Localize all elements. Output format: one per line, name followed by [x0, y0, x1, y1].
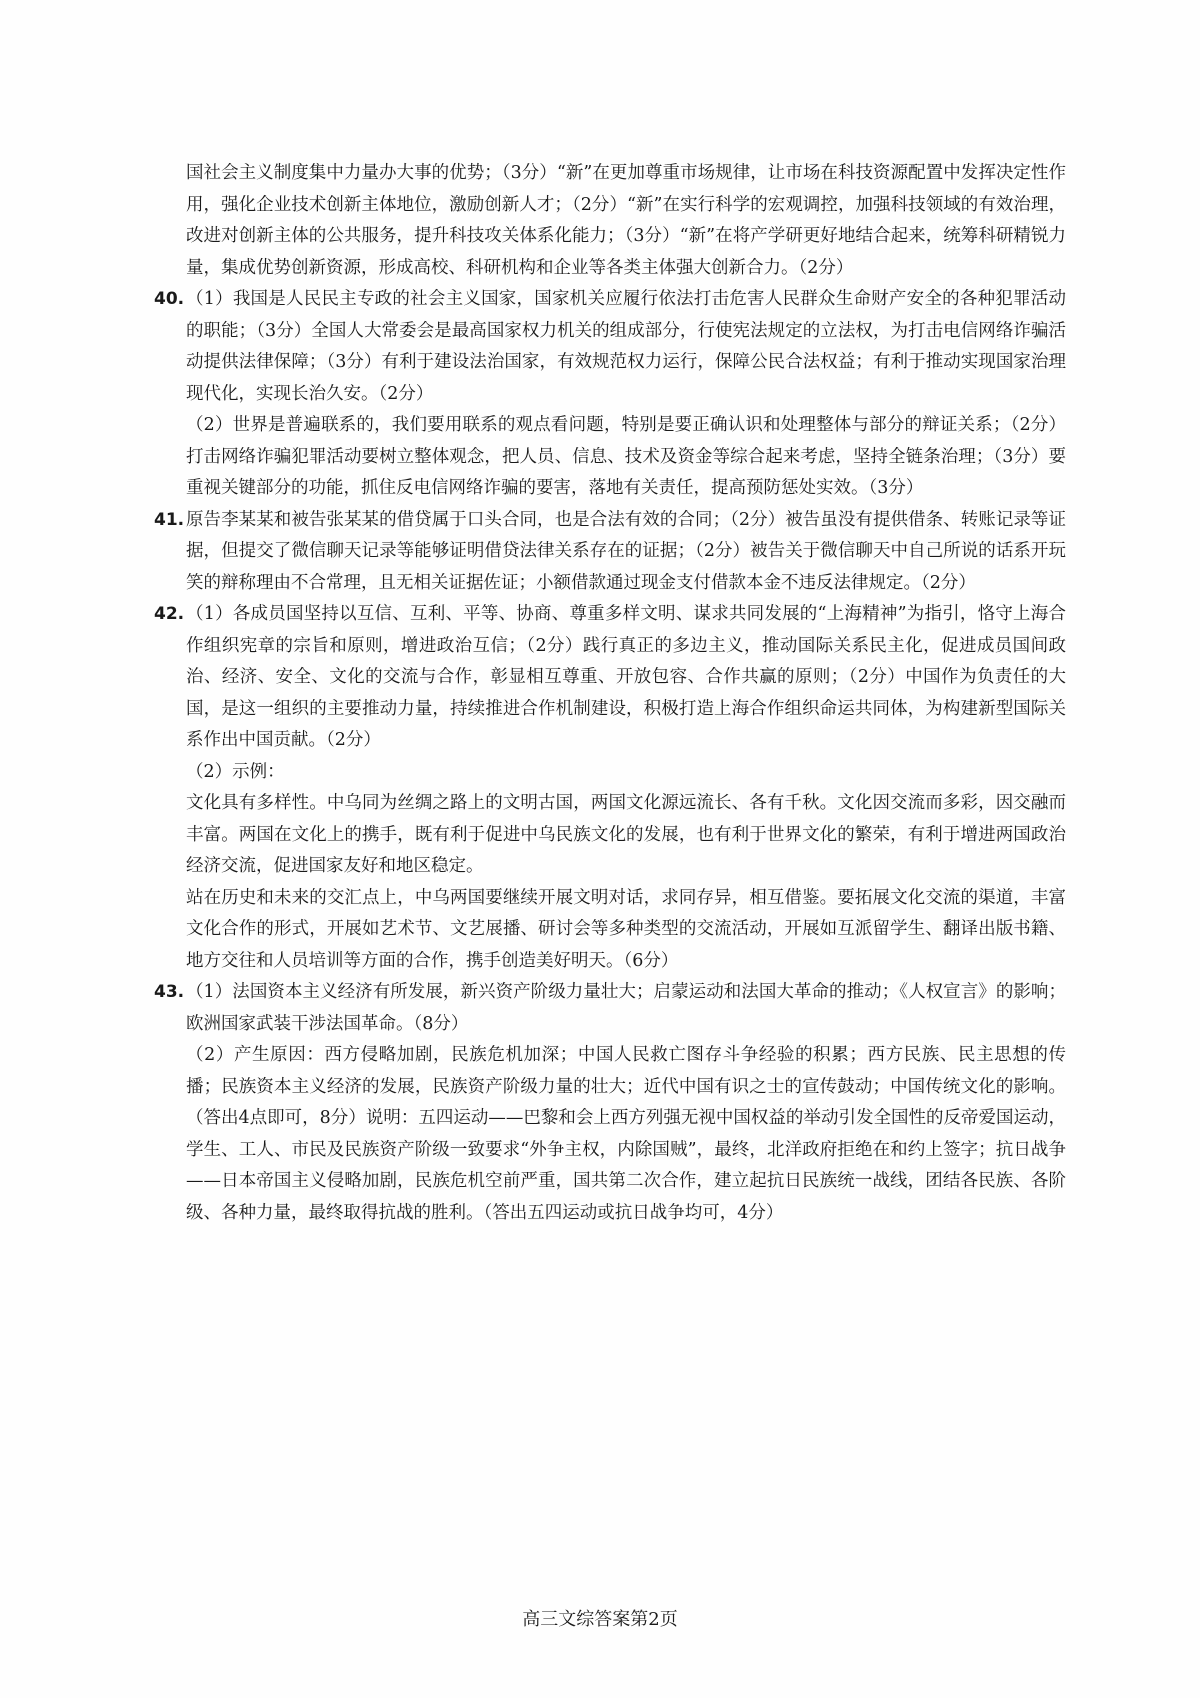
page-footer: 高三文综答案第2页: [522, 1609, 678, 1630]
answer-paragraph: 文化具有多样性。中乌同为丝绸之路上的文明古国，两国文化源远流长、各有千秋。文化因交流而多彩，因交融而丰富。两国在文化上的携手，既有利于促进中乌民族文化的发展，也有利于世界文化的繁荣，有利于增进两国政治经济交流，促进国家友好和地区稳定。: [186, 793, 1066, 876]
question-number: 42.: [154, 604, 185, 624]
answer-paragraph: （1）法国资本主义经济有所发展，新兴资产阶级力量壮大；启蒙运动和法国大革命的推动；《人权宣言》的影响；欧洲国家武装干涉法国革命。（8分）: [186, 982, 1066, 1034]
question-43: [154, 977, 1066, 1229]
question-number: 40.: [154, 289, 185, 309]
answer-paragraph: （2）世界是普遍联系的，我们要用联系的观点看问题，特别是要正确认识和处理整体与部分的辩证关系；（2分）打击网络诈骗犯罪活动要树立整体观念，把人员、信息、技术及资金等综合起来考虑，坚持全链条治理；（3分）要重视关键部分的功能，抓住反电信网络诈骗的要害，落地有关责任，提高预防惩处实效。（3分）: [186, 415, 1066, 498]
answer-paragraph: （2）产生原因：西方侵略加剧，民族危机加深；中国人民救亡图存斗争经验的积累；西方民族、民主思想的传播；民族资本主义经济的发展，民族资产阶级力量的壮大；近代中国有识之士的宣传鼓动；中国传统文化的影响。（答出4点即可，8分）说明：五四运动——巴黎和会上西方列强无视中国权益的举动引发全国性的反帝爱国运动，学生、工人、市民及民族资产阶级一致要求“外争主权，内除国贼”，最终，北洋政府拒绝在和约上签字；抗日战争——日本帝国主义侵略加剧，民族危机空前严重，国共第二次合作，建立起抗日民族统一战线，团结各民族、各阶级、各种力量，最终取得抗战的胜利。（答出五四运动或抗日战争均可，4分）: [186, 1045, 1066, 1223]
answer-paragraph: 原告李某某和被告张某某的借贷属于口头合同，也是合法有效的合同；（2分）被告虽没有提供借条、转账记录等证据，但提交了微信聊天记录等能够证明借贷法律关系存在的证据；（2分）被告关于微信聊天中自己所说的话系开玩笑的辩称理由不合常理，且无相关证据佐证；小额借款通过现金支付借款本金不违反法律规定。（2分）: [186, 509, 1066, 593]
question-41: [154, 505, 1066, 600]
answer-content: [154, 158, 1066, 1229]
answer-paragraph: （2）示例：: [186, 761, 285, 782]
question-number: 41.: [154, 509, 185, 530]
question-40: [154, 284, 1066, 505]
answer-paragraph: 站在历史和未来的交汇点上，中乌两国要继续开展文明对话，求同存异，相互借鉴。要拓展文化交流的渠道，丰富文化合作的形式，开展如艺术节、文艺展播、研讨会等多种类型的交流活动，开展如互派留学生、翻译出版书籍、地方交往和人员培训等方面的合作，携手创造美好明天。（6分）: [186, 887, 1066, 971]
answer-paragraph: （1）各成员国坚持以互信、互利、平等、协商、尊重多样文明、谋求共同发展的“上海精神”为指引，恪守上海合作组织宪章的宗旨和原则，增进政治互信；（2分）践行真正的多边主义，推动国际关系民主化，促进成员国间政治、经济、安全、文化的交流与合作，彰显相互尊重、开放包容、合作共赢的原则；（2分）中国作为负责任的大国，是这一组织的主要推动力量，持续推进合作机制建设，积极打造上海合作组织命运共同体，为构建新型国际关系作出中国贡献。（2分）: [186, 604, 1066, 750]
question-number: 43.: [154, 982, 185, 1002]
answer-paragraph: （1）我国是人民民主专政的社会主义国家，国家机关应履行依法打击危害人民群众生命财产安全的各种犯罪活动的职能；（3分）全国人大常委会是最高国家权力机关的组成部分，行使宪法规定的立法权，为打击电信网络诈骗活动提供法律保障；（3分）有利于建设法治国家，有效规范权力运行，保障公民合法权益；有利于推动实现国家治理现代化，实现长治久安。（2分）: [186, 289, 1066, 404]
continued-answer-paragraph: 国社会主义制度集中力量办大事的优势；（3分）“新”在更加尊重市场规律，让市场在科技资源配置中发挥决定性作用，强化企业技术创新主体地位，激励创新人才；（2分）“新”在实行科学的宏观调控，加强科技领域的有效治理，改进对创新主体的公共服务，提升科技攻关体系化能力；（3分）“新”在将产学研更好地结合起来，统筹科研精锐力量，集成优势创新资源，形成高校、科研机构和企业等各类主体强大创新合力。（2分）: [186, 163, 1066, 278]
question-42: [154, 599, 1066, 977]
